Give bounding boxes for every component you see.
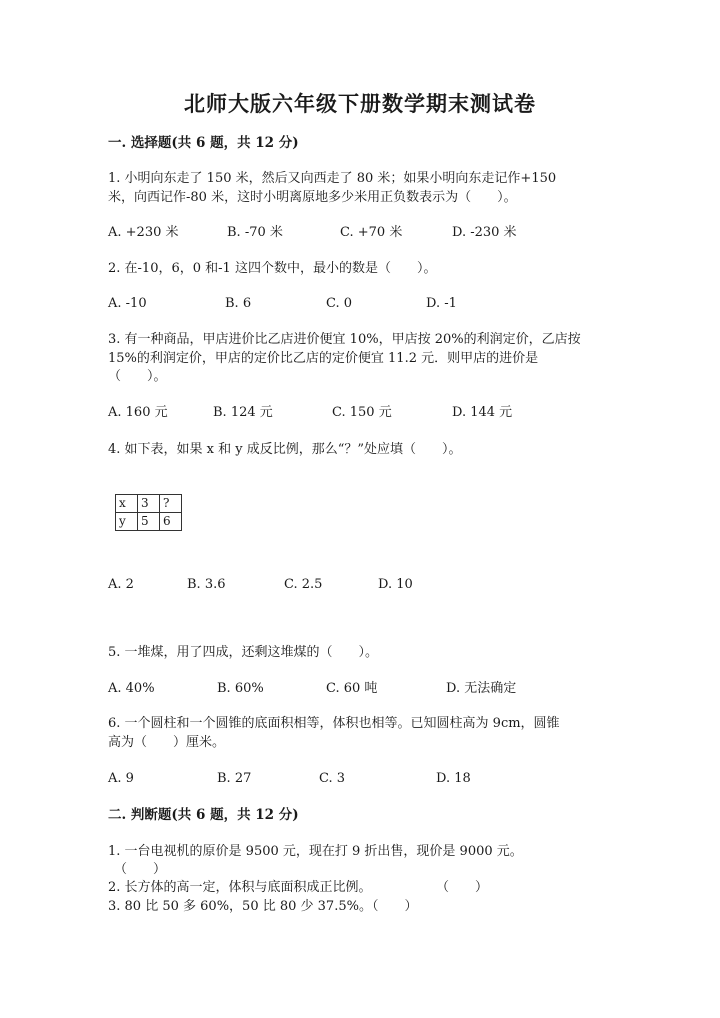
answer-paren: （ ） bbox=[114, 862, 167, 877]
option-a: A. 9 bbox=[108, 771, 134, 786]
question-text: 5. 一堆煤，用了四成，还剩这堆煤的（ ）。 bbox=[108, 645, 379, 660]
option-d: D. 10 bbox=[378, 577, 413, 592]
section-heading-choice: 一. 选择题(共 6 题，共 12 分) bbox=[108, 135, 299, 151]
answer-paren: （ ） bbox=[436, 880, 489, 895]
question-text: 3. 80 比 50 多 60%，50 比 80 少 37.5%。（ ） bbox=[108, 899, 418, 914]
xy-table bbox=[115, 494, 182, 531]
option-b: B. 60% bbox=[217, 681, 264, 696]
table-cell: 3 bbox=[138, 495, 160, 513]
question-text: 2. 长方体的高一定，体积与底面积成正比例。 bbox=[108, 880, 372, 895]
question-text: 2. 在-10，6，0 和-1 这四个数中，最小的数是（ ）。 bbox=[108, 261, 437, 276]
question-text: 4. 如下表，如果 x 和 y 成反比例，那么“？”处应填（ ）。 bbox=[108, 442, 462, 457]
option-a: A. -10 bbox=[108, 296, 147, 311]
option-a: A. 40% bbox=[108, 681, 155, 696]
option-d: D. 144 元 bbox=[452, 405, 513, 420]
question-text: 高为（ ）厘米。 bbox=[108, 735, 226, 750]
table-cell: y bbox=[116, 513, 138, 531]
option-c: C. 3 bbox=[319, 771, 346, 786]
option-d: D. 18 bbox=[436, 771, 471, 786]
table-cell: 6 bbox=[160, 513, 182, 531]
option-b: B. 124 元 bbox=[213, 405, 273, 420]
question-text: 6. 一个圆柱和一个圆锥的底面积相等，体积也相等。已知圆柱高为 9cm，圆锥 bbox=[108, 716, 560, 731]
option-d: D. 无法确定 bbox=[446, 681, 517, 696]
table-row bbox=[116, 495, 182, 513]
option-b: B. 3.6 bbox=[187, 577, 226, 592]
table-cell: x bbox=[116, 495, 138, 513]
question-text: 1. 一台电视机的原价是 9500 元，现在打 9 折出售，现价是 9000 元。 bbox=[108, 844, 523, 859]
option-a: A. 2 bbox=[108, 577, 134, 592]
table-row bbox=[116, 513, 182, 531]
question-text: 15%的利润定价，甲店的定价比乙店的定价便宜 11.2 元．则甲店的进价是 bbox=[108, 351, 539, 366]
option-c: C. 0 bbox=[326, 296, 353, 311]
option-b: B. 27 bbox=[217, 771, 252, 786]
table-cell: 5 bbox=[138, 513, 160, 531]
option-c: C. 2.5 bbox=[284, 577, 323, 592]
question-text: 3. 有一种商品，甲店进价比乙店进价便宜 10%，甲店按 20%的利润定价，乙店按 bbox=[108, 332, 581, 347]
option-b: B. 6 bbox=[225, 296, 252, 311]
page-title: 北师大版六年级下册数学期末测试卷 bbox=[184, 91, 536, 116]
question-text: 米，向西记作-80 米，这时小明离原地多少米用正负数表示为（ ）。 bbox=[108, 190, 517, 205]
option-a: A. 160 元 bbox=[108, 405, 168, 420]
option-a: A. +230 米 bbox=[108, 225, 179, 240]
question-text: （ ）。 bbox=[108, 369, 167, 384]
question-text: 1. 小明向东走了 150 米，然后又向西走了 80 米；如果小明向东走记作+150 bbox=[108, 171, 557, 186]
option-d: D. -1 bbox=[426, 296, 457, 311]
option-b: B. -70 米 bbox=[227, 225, 283, 240]
section-heading-judge: 二. 判断题(共 6 题，共 12 分) bbox=[108, 807, 299, 823]
option-c: C. +70 米 bbox=[340, 225, 403, 240]
option-c: C. 60 吨 bbox=[326, 681, 378, 696]
option-c: C. 150 元 bbox=[332, 405, 392, 420]
table-cell: ? bbox=[160, 495, 182, 513]
option-d: D. -230 米 bbox=[452, 225, 517, 240]
